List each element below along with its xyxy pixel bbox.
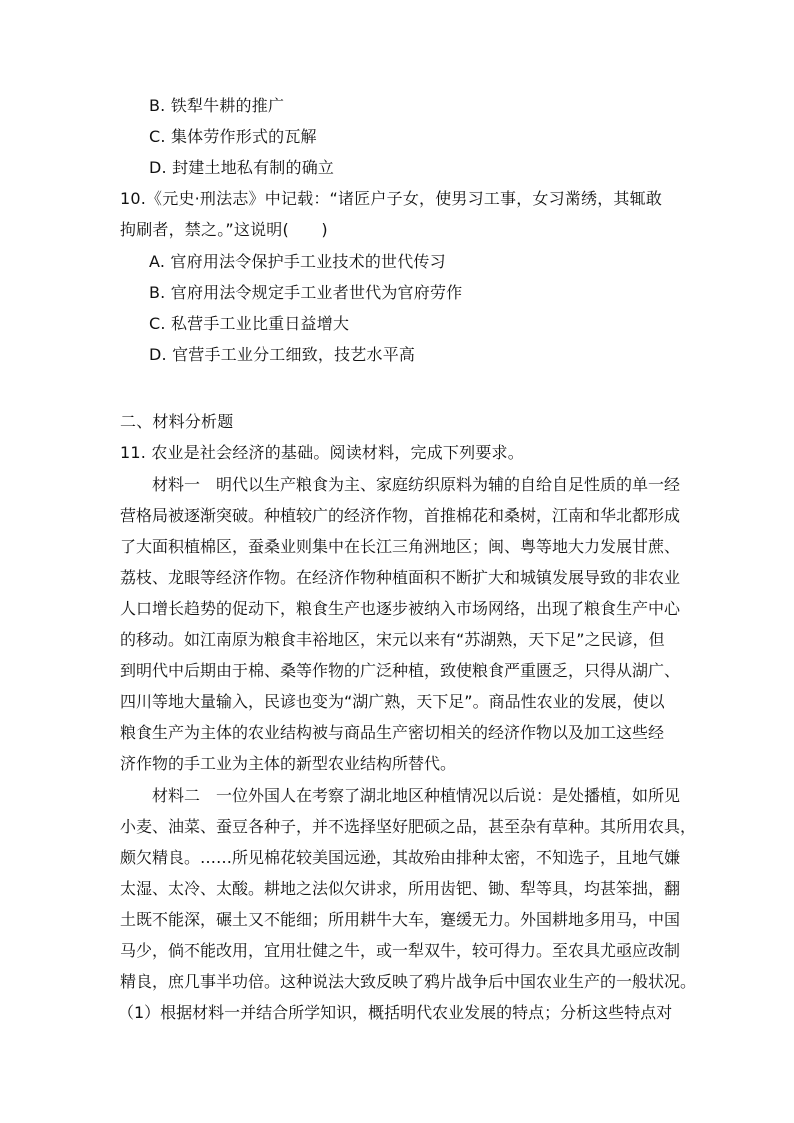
material2-line: 颇欠精良。……所见棉花较美国远逊，其故殆由排种太密，不知选子，且地气嫌 (120, 848, 681, 867)
q9-option-b: B. 铁犁牛耕的推广 (149, 96, 285, 115)
q11-subquestion-1: （1）根据材料一并结合所学知识，概括明代农业发展的特点；分析这些特点对 (118, 1003, 673, 1022)
q9-option-c: C. 集体劳作形式的瓦解 (149, 127, 317, 146)
material1-line: 的移动。如江南原为粮食丰裕地区，宋元以来有“苏湖熟，天下足”之民谚，但 (120, 630, 665, 649)
material2-line: 太湿、太冷、太酸。耕地之法似欠讲求，所用齿钯、锄、犁等具，均甚笨拙，翻 (120, 879, 681, 898)
q10-option-d: D. 官营手工业分工细致，技艺水平高 (149, 345, 416, 364)
material1-line: 荔枝、龙眼等经济作物。在经济作物种植面积不断扩大和城镇发展导致的非农业 (120, 568, 681, 587)
material2-line: 精良，庶几事半功倍。这种说法大致反映了鸦片战争后中国农业生产的一般状况。 (120, 972, 697, 991)
material1-line: 了大面积植棉区，蚕桑业则集中在长江三角洲地区；闽、粤等地大力发展甘蔗、 (120, 537, 681, 556)
q10-option-c: C. 私营手工业比重日益增大 (149, 314, 350, 333)
q10-option-a: A. 官府用法令保护手工业技术的世代传习 (149, 252, 446, 271)
material2-line: 土既不能深，碾土又不能细；所用耕牛大车，蹇缓无力。外国耕地多用马，中国 (120, 910, 681, 929)
material1-line: 营格局被逐渐突破。种植较广的经济作物，首推棉花和桑树，江南和华北都形成 (120, 506, 681, 525)
q10-option-b: B. 官府用法令规定手工业者世代为官府劳作 (149, 283, 463, 302)
material1-line: 粮食生产为主体的农业结构被与商品生产密切相关的经济作物以及加工这些经 (120, 723, 665, 742)
material1-line: 人口增长趋势的促动下，粮食生产也逐步被纳入市场网络，出现了粮食生产中心 (120, 599, 681, 618)
q10-stem-line-1: 10.《元史·刑法志》中记载：“诸匠户子女，使男习工事，女习黹绣，其辄敢 (120, 189, 663, 208)
material1-line: 到明代中后期由于棉、桑等作物的广泛种植，致使粮食严重匮乏，只得从湖广、 (120, 661, 681, 680)
q10-stem-line-2: 拘刷者，禁之。”这说明( ) (120, 220, 328, 239)
material2-line: 马少，倘不能改用，宜用壮健之牛，或一犁双牛，较可得力。至农具尤亟应改制 (120, 941, 681, 960)
material1-line: 四川等地大量输入，民谚也变为“湖广熟，天下足”。商品性农业的发展，使以 (120, 692, 665, 711)
section-title: 二、材料分析题 (120, 412, 234, 431)
q11-intro: 11. 农业是社会经济的基础。阅读材料，完成下列要求。 (120, 443, 524, 462)
material1-line: 材料一 明代以生产粮食为主、家庭纺织原料为辅的自给自足性质的单一经 (120, 475, 681, 494)
material2-line: 小麦、油菜、蚕豆各种子，并不选择坚好肥硕之品，甚至杂有草种。其所用农具， (120, 817, 697, 836)
material2-line: 材料二 一位外国人在考察了湖北地区种植情况以后说：是处播植，如所见 (120, 786, 681, 805)
q9-option-d: D. 封建土地私有制的确立 (149, 158, 335, 177)
material1-line: 济作物的手工业为主体的新型农业结构所替代。 (120, 754, 457, 773)
